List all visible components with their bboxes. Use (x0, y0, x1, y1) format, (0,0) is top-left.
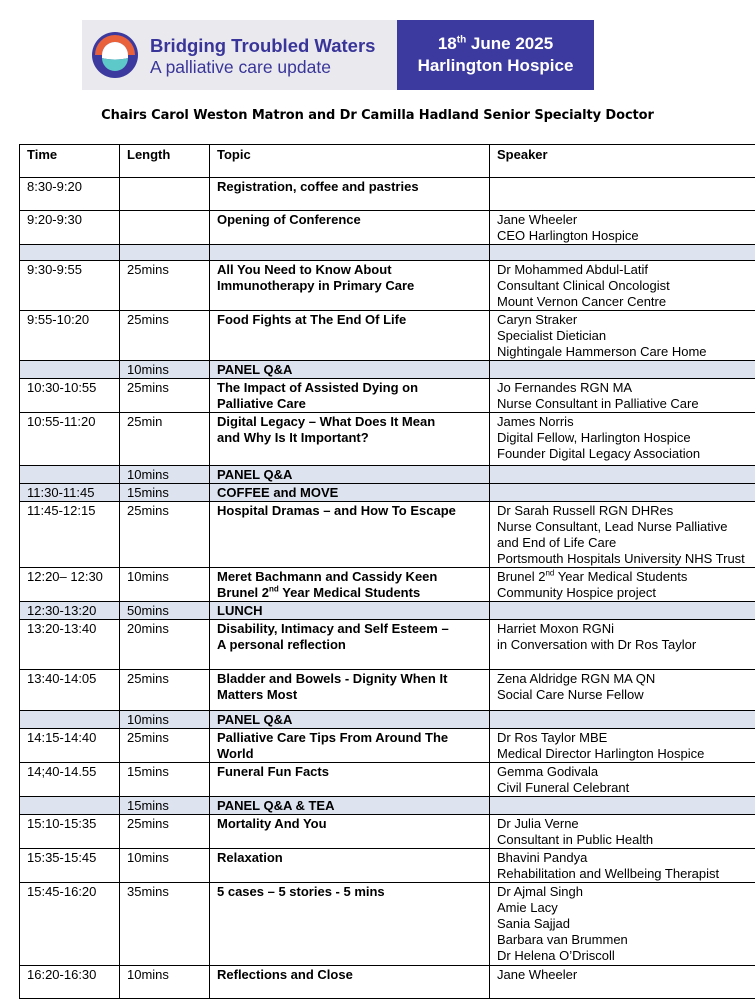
speaker-cell (490, 620, 755, 670)
topic-line: Registration, coffee and pastries (217, 179, 419, 194)
length-cell (120, 261, 210, 311)
speaker-line: Consultant Clinical Oncologist (497, 278, 670, 293)
time-cell (20, 966, 120, 999)
topic-line: Matters Most (217, 687, 298, 702)
topic-line: and Why Is It Important? (217, 430, 369, 445)
topic-line: World (217, 746, 254, 761)
speaker-line: Specialist Dietician (497, 328, 607, 343)
schedule-row (20, 466, 755, 484)
speaker-line: Dr Helena O’Driscoll (497, 948, 615, 963)
topic-line: All You Need to Know About (217, 262, 392, 277)
header-time: Time (20, 145, 120, 178)
time-cell (20, 311, 120, 361)
length-cell (120, 466, 210, 484)
time-text: 16:20-16:30 (27, 967, 97, 982)
time-cell (20, 245, 120, 261)
schedule-row (20, 245, 755, 261)
time-cell (20, 413, 120, 466)
topic-line: Palliative Care Tips From Around The (217, 730, 449, 745)
speaker-line: Jane Wheeler (497, 212, 578, 227)
speaker-cell (490, 670, 755, 711)
length-cell (120, 763, 210, 797)
length-cell (120, 849, 210, 883)
topic-cell (210, 484, 490, 502)
speaker-line: Gemma Godivala (497, 764, 599, 779)
speaker-line: in Conversation with Dr Ros Taylor (497, 637, 697, 652)
banner-title: Bridging Troubled Waters (150, 35, 376, 56)
length-cell (120, 883, 210, 966)
topic-cell (210, 670, 490, 711)
length-text: 10mins (127, 569, 169, 584)
speaker-line: Harriet Moxon RGNi (497, 621, 615, 636)
time-text: 15:45-16:20 (27, 884, 97, 899)
topic-line: PANEL Q&A (217, 362, 293, 377)
banner-subtitle: A palliative care update (150, 57, 331, 77)
length-text: 15mins (127, 798, 169, 813)
speaker-line: and End of Life Care (497, 535, 617, 550)
topic-line: LUNCH (217, 603, 263, 618)
speaker-line: Nurse Consultant in Palliative Care (497, 396, 699, 411)
schedule-body (20, 178, 755, 999)
time-text: 12:20– 12:30 (27, 569, 103, 584)
length-cell (120, 568, 210, 602)
schedule-row (20, 502, 755, 568)
topic-cell (210, 466, 490, 484)
speaker-cell (490, 729, 755, 763)
length-text: 25mins (127, 380, 169, 395)
schedule-row (20, 815, 755, 849)
topic-cell (210, 729, 490, 763)
speaker-line: Social Care Nurse Fellow (497, 687, 644, 702)
length-cell (120, 484, 210, 502)
speaker-line: Brunel 2nd Year Medical Students (497, 568, 688, 584)
time-cell (20, 568, 120, 602)
schedule-row (20, 670, 755, 711)
topic-cell (210, 711, 490, 729)
time-cell (20, 763, 120, 797)
speaker-cell (490, 502, 755, 568)
topic-cell (210, 620, 490, 670)
topic-cell (210, 361, 490, 379)
topic-cell (210, 178, 490, 211)
schedule-row (20, 711, 755, 729)
speaker-line: Consultant in Public Health (497, 832, 654, 847)
time-text: 13:20-13:40 (27, 621, 97, 636)
event-date-suffix: th (456, 34, 467, 46)
schedule-row (20, 568, 755, 602)
topic-line: A personal reflection (217, 637, 346, 652)
event-banner (82, 20, 594, 90)
length-cell (120, 602, 210, 620)
topic-line: Mortality And You (217, 816, 327, 831)
speaker-line: Zena Aldridge RGN MA QN (497, 671, 656, 686)
length-cell (120, 502, 210, 568)
speaker-line: Community Hospice project (497, 585, 656, 600)
length-text: 10mins (127, 467, 169, 482)
schedule-table (19, 144, 755, 999)
speaker-line: Portsmouth Hospitals University NHS Trust (497, 551, 745, 566)
topic-cell (210, 245, 490, 261)
time-text: 9:55-10:20 (27, 312, 90, 327)
speaker-line: Dr Ajmal Singh (497, 884, 583, 899)
length-text: 25mins (127, 671, 169, 686)
topic-line: Palliative Care (217, 396, 306, 411)
length-cell (120, 211, 210, 245)
time-text: 10:30-10:55 (27, 380, 97, 395)
time-cell (20, 261, 120, 311)
banner-date-panel (397, 20, 594, 90)
time-cell (20, 620, 120, 670)
speaker-cell (490, 361, 755, 379)
topic-line: PANEL Q&A (217, 712, 293, 727)
schedule-row (20, 849, 755, 883)
time-text: 8:30-9:20 (27, 179, 82, 194)
time-text: 9:30-9:55 (27, 262, 82, 277)
length-text: 10mins (127, 362, 169, 377)
header-length: Length (120, 145, 210, 178)
time-cell (20, 815, 120, 849)
topic-line: Disability, Intimacy and Self Esteem – (217, 621, 449, 636)
speaker-cell (490, 966, 755, 999)
length-cell (120, 413, 210, 466)
time-cell (20, 711, 120, 729)
speaker-line: Nurse Consultant, Lead Nurse Palliative (497, 519, 728, 534)
speaker-line: Digital Fellow, Harlington Hospice (497, 430, 691, 445)
length-text: 35mins (127, 884, 169, 899)
time-text: 11:45-12:15 (27, 503, 96, 518)
speaker-line: Bhavini Pandya (497, 850, 588, 865)
length-text: 25min (127, 414, 163, 429)
time-text: 11:30-11:45 (27, 485, 95, 500)
length-cell (120, 245, 210, 261)
speaker-line: Mount Vernon Cancer Centre (497, 294, 667, 309)
schedule-row (20, 361, 755, 379)
speaker-line: Sania Sajjad (497, 916, 570, 931)
topic-cell (210, 797, 490, 815)
topic-line: Funeral Fun Facts (217, 764, 329, 779)
schedule-row (20, 311, 755, 361)
time-cell (20, 379, 120, 413)
length-text: 10mins (127, 967, 169, 982)
length-text: 20mins (127, 621, 169, 636)
speaker-cell (490, 568, 755, 602)
length-text: 15mins (127, 485, 169, 500)
chairs-line: Chairs Carol Weston Matron and Dr Camilla Hadland Senior Specialty Doctor (101, 108, 654, 123)
speaker-cell (490, 849, 755, 883)
time-cell (20, 602, 120, 620)
time-cell (20, 466, 120, 484)
time-text: 10:55-11:20 (27, 414, 96, 429)
length-cell (120, 361, 210, 379)
time-text: 12:30-13:20 (27, 603, 97, 618)
schedule-row (20, 797, 755, 815)
banner-title-panel (82, 20, 397, 90)
time-text: 14;40-14.55 (27, 764, 97, 779)
topic-line: Food Fights at The End Of Life (217, 312, 407, 327)
time-cell (20, 729, 120, 763)
event-venue: Harlington Hospice (417, 56, 574, 75)
topic-line: PANEL Q&A (217, 467, 293, 482)
schedule-row (20, 484, 755, 502)
topic-cell (210, 602, 490, 620)
time-text: 13:40-14:05 (27, 671, 97, 686)
topic-cell (210, 883, 490, 966)
speaker-cell (490, 466, 755, 484)
time-cell (20, 502, 120, 568)
schedule-row (20, 966, 755, 999)
length-cell (120, 670, 210, 711)
length-text: 25mins (127, 262, 169, 277)
speaker-line: Civil Funeral Celebrant (497, 780, 630, 795)
time-text: 15:35-15:45 (27, 850, 97, 865)
time-cell (20, 211, 120, 245)
time-text: 14:15-14:40 (27, 730, 97, 745)
speaker-line: Dr Sarah Russell RGN DHRes (497, 503, 674, 518)
schedule-row (20, 729, 755, 763)
schedule-row (20, 883, 755, 966)
topic-cell (210, 379, 490, 413)
speaker-line: CEO Harlington Hospice (497, 228, 639, 243)
time-text: 9:20-9:30 (27, 212, 82, 227)
speaker-cell (490, 883, 755, 966)
schedule-row (20, 178, 755, 211)
length-text: 25mins (127, 503, 169, 518)
length-text: 15mins (127, 764, 169, 779)
length-text: 50mins (127, 603, 169, 618)
time-cell (20, 849, 120, 883)
speaker-line: Amie Lacy (497, 900, 558, 915)
event-date-rest: June 2025 (466, 34, 554, 53)
speaker-cell (490, 211, 755, 245)
topic-line: 5 cases – 5 stories - 5 mins (217, 884, 385, 899)
topic-cell (210, 568, 490, 602)
speaker-line: Rehabilitation and Wellbeing Therapist (497, 866, 720, 881)
topic-line: Immunotherapy in Primary Care (217, 278, 415, 293)
header-topic: Topic (210, 145, 490, 178)
length-cell (120, 311, 210, 361)
time-cell (20, 670, 120, 711)
speaker-cell (490, 763, 755, 797)
length-cell (120, 966, 210, 999)
speaker-cell (490, 311, 755, 361)
length-text: 25mins (127, 312, 169, 327)
topic-line: Relaxation (217, 850, 283, 865)
schedule-row (20, 763, 755, 797)
speaker-cell (490, 711, 755, 729)
speaker-cell (490, 261, 755, 311)
length-cell (120, 797, 210, 815)
length-text: 10mins (127, 850, 169, 865)
topic-cell (210, 502, 490, 568)
topic-cell (210, 211, 490, 245)
time-text: 15:10-15:35 (27, 816, 97, 831)
speaker-line: Dr Mohammed Abdul-Latif (497, 262, 649, 277)
topic-line: The Impact of Assisted Dying on (217, 380, 419, 395)
topic-cell (210, 849, 490, 883)
length-cell (120, 379, 210, 413)
time-cell (20, 484, 120, 502)
schedule-row (20, 620, 755, 670)
speaker-cell (490, 797, 755, 815)
speaker-line: Jane Wheeler (497, 967, 578, 982)
speaker-line: Founder Digital Legacy Association (497, 446, 701, 461)
length-cell (120, 178, 210, 211)
speaker-line: James Norris (497, 414, 574, 429)
topic-cell (210, 815, 490, 849)
speaker-cell (490, 413, 755, 466)
topic-cell (210, 966, 490, 999)
speaker-cell (490, 245, 755, 261)
time-cell (20, 797, 120, 815)
topic-cell (210, 413, 490, 466)
topic-line: Reflections and Close (217, 967, 353, 982)
speaker-cell (490, 178, 755, 211)
length-text: 25mins (127, 816, 169, 831)
topic-line: Bladder and Bowels - Dignity When It (217, 671, 448, 686)
header-speaker: Speaker (490, 145, 755, 178)
length-text: 25mins (127, 730, 169, 745)
topic-line: PANEL Q&A & TEA (217, 798, 335, 813)
speaker-line: Barbara van Brummen (497, 932, 628, 947)
topic-line: Hospital Dramas – and How To Escape (217, 503, 456, 518)
schedule-row (20, 413, 755, 466)
speaker-cell (490, 484, 755, 502)
time-cell (20, 361, 120, 379)
schedule-row (20, 379, 755, 413)
topic-cell (210, 763, 490, 797)
length-cell (120, 815, 210, 849)
speaker-line: Medical Director Harlington Hospice (497, 746, 705, 761)
length-cell (120, 711, 210, 729)
schedule-row (20, 602, 755, 620)
speaker-line: Dr Julia Verne (497, 816, 579, 831)
event-date (438, 33, 553, 55)
speaker-cell (490, 379, 755, 413)
length-cell (120, 620, 210, 670)
time-cell (20, 178, 120, 211)
water-logo-icon (91, 31, 139, 79)
topic-line: Meret Bachmann and Cassidy Keen (217, 569, 438, 584)
speaker-line: Caryn Straker (497, 312, 578, 327)
schedule-row (20, 261, 755, 311)
schedule-row (20, 211, 755, 245)
time-cell (20, 883, 120, 966)
schedule-header-row (20, 145, 755, 178)
speaker-line: Dr Ros Taylor MBE (497, 730, 608, 745)
length-text: 10mins (127, 712, 169, 727)
speaker-line: Jo Fernandes RGN MA (497, 380, 633, 395)
speaker-cell (490, 602, 755, 620)
event-date-day: 18 (437, 34, 457, 53)
speaker-cell (490, 815, 755, 849)
topic-line: Opening of Conference (217, 212, 361, 227)
topic-cell (210, 261, 490, 311)
topic-line: COFFEE and MOVE (217, 485, 339, 500)
topic-cell (210, 311, 490, 361)
speaker-line: Nightingale Hammerson Care Home (497, 344, 707, 359)
topic-line: Digital Legacy – What Does It Mean (217, 414, 436, 429)
length-cell (120, 729, 210, 763)
topic-line: Brunel 2nd Year Medical Students (217, 584, 421, 600)
